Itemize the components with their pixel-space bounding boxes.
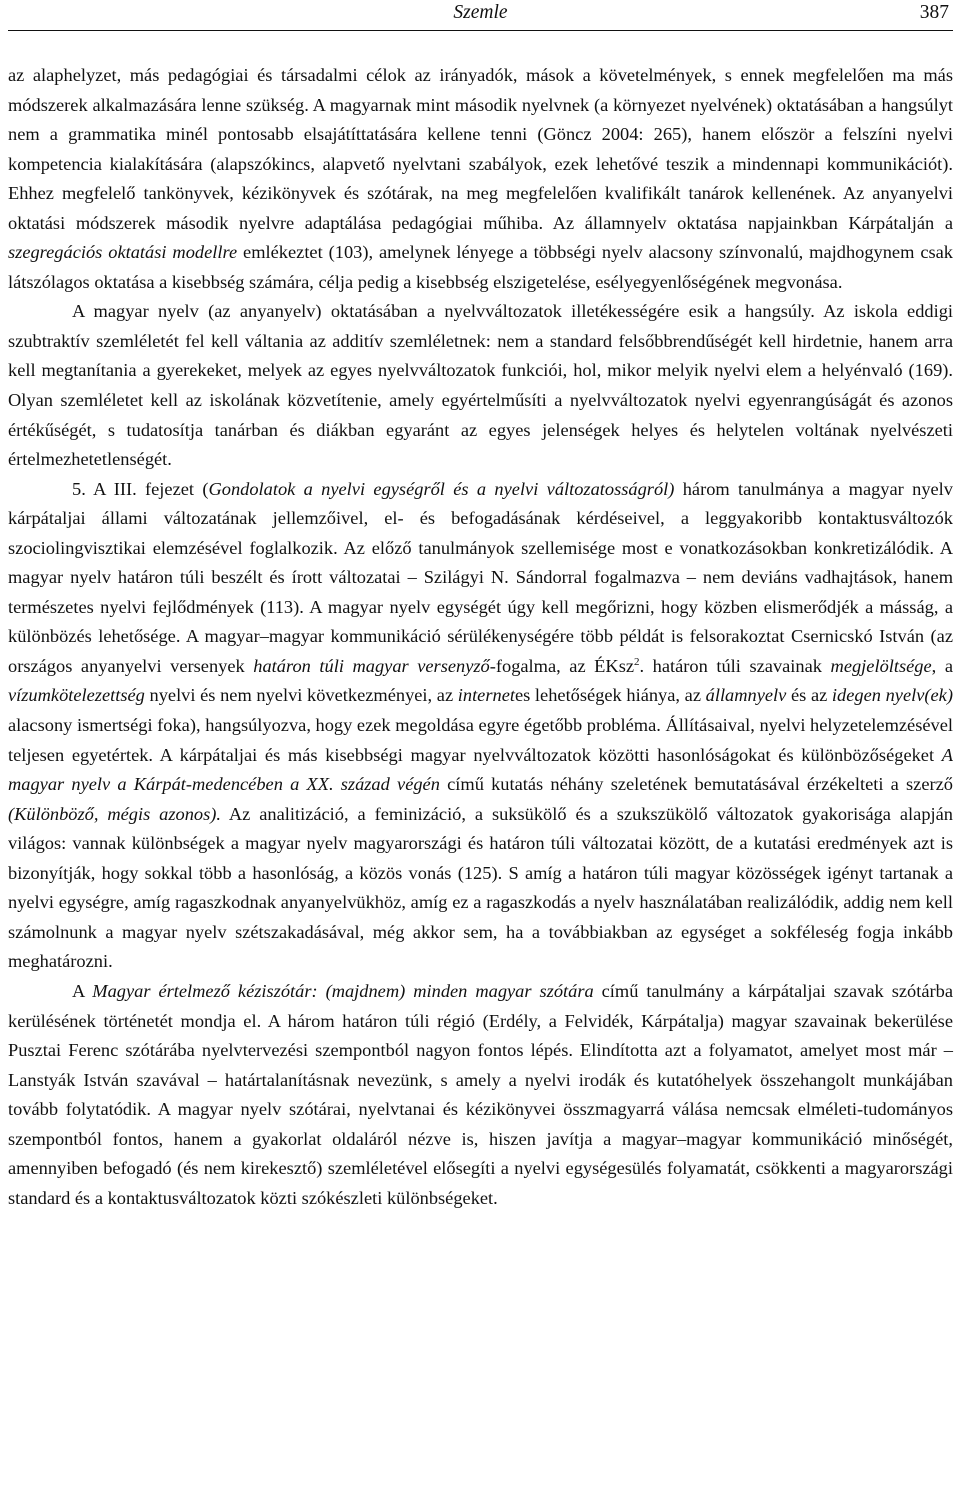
italic-text: Gondolatok a nyelvi egységről és a nyelvi változatosságról) [208, 478, 675, 499]
text-run: alacsony ismertségi foka), hangsúlyozva, hogy ezek megoldása egyre égetőbb probléma. Állításaival, nyelvi helyzetelemzésével teljesen egyetértek. A kárpátaljai és más kisebbségi magyar nyelvváltozatok közötti hasonlóságokat és különbözőségeket [8, 715, 953, 765]
body-text [8, 61, 953, 1213]
italic-text: internet [457, 685, 515, 706]
running-header [8, 0, 953, 31]
text-run: három tanulmánya a magyar nyelv kárpátaljai állami változatának jellemzőivel, el- és befogadásának kérdéseivel, a leggyakoribb kontaktusváltozók szociolingvisztikai elemzésével foglalkozik. Az előző tanulmányok szellemisége most e vonatkozásokban konkretizálódik. A magyar nyelv határon túli beszélt és írott változatai – Szilágyi N. Sándorral fogalmazva – nem deviáns vadhajtások, hanem természetes nyelvi fejlődmények (113). A magyar nyelv egységét úgy kell megőrizni, hogy közben elismerődjék a másság, a különbözés lehetősége. A magyar–magyar kommunikáció sérülékenységére több példát is felsorakoztat Csernicskó István (az országos anyanyelvi versenyek [8, 478, 953, 676]
italic-text: vízumkötelezettség [8, 685, 145, 706]
text-run: -fogalma, az ÉKsz [489, 655, 635, 676]
paragraph [8, 297, 953, 474]
text-run: című tanulmány a kárpátaljai szavak szótárba kerülésének történetét mondja el. A három határon túli régió (Erdély, a Felvidék, Kárpátalja) magyar szavainak bekerülése Pusztai Ferenc szótárába nyelvtervezési szempontból nagyon fontos lépés. Elindította azt a folyamatot, amelyet most már – Lanstyák István szavával – határtalanításnak nevezünk, s amely a nyelvi irodák és kutatóhelyek összehangolt munkájában tovább folytatódik. A magyar nyelv szótárai, nyelvtanai és kézikönyvei összmagyarrá válása nemcsak elméleti-tudományos szempontból fontos, hanem a gyakorlat oldaláról nézve is, hiszen javítja a magyar–magyar kommunikáció minőségét, amennyiben befogadó (és nem kirekesztő) szemléletével elősegíti a nyelvi egységesülés folyamatát, csökkenti a magyarországi standard és a kontaktusváltozatok közti szókészleti különbségeket. [8, 980, 953, 1208]
paragraph [8, 61, 953, 297]
text-run: című kutatás néhány szeletének bemutatásával érzékelteti a szerző [439, 774, 953, 795]
superscript: 2 [634, 655, 640, 668]
italic-text: Magyar értelmező kéziszótár: (majdnem) minden magyar szótára [92, 980, 594, 1001]
text-run: . határon túli szavainak [639, 655, 831, 676]
text-run: nyelvi és nem nyelvi következményei, az [144, 685, 458, 706]
text-run: , a [931, 655, 953, 676]
text-run: 5. A III. fejezet ( [72, 478, 209, 499]
text-run: Az analitizáció, a feminizáció, a suksükölő és a szukszükölő változatok gyakorisága alapján világos: vannak különbségek a magyar nyelv magyarországi és határon túli változatai között, de a kutatási eredmények azt is bizonyítják, hogy sokkal több a hasonlóság, a közös vonás (125). S amíg a határon túli magyar közösségek igényt tartanak a nyelvi egységre, amíg ragaszkodnak anyanyelvükhöz, amíg ez a ragaszkodás a nyelv használatában realizálódik, addig nem kell számolnunk a magyar nyelv szétszakadásával, még akkor sem, ha a továbbiakban az egységet a sokféleség fogja inkább meghatározni. [8, 803, 953, 972]
italic-text: idegen nyelv(ek) [831, 685, 953, 706]
italic-text: államnyelv [705, 685, 787, 706]
italic-text: A magyar nyelv a Kárpát-medencében a XX. század végén [8, 744, 953, 795]
italic-text: határon túli magyar versenyző [253, 655, 490, 676]
text-run: emlékeztet (103), amelynek lényege a többségi nyelv alacsony színvonalú, majdhogynem csak látszólagos oktatása a kisebbség számára, célja pedig a kisebbség elszigetelése, esélyegyenlőségének megvonása. [8, 242, 953, 292]
text-run: és az [786, 685, 832, 706]
text-run: A magyar nyelv (az anyanyelv) oktatásában a nyelvváltozatok illetékességére esik a hangsúly. Az iskola eddigi szubtraktív szemléletét fel kell váltania az additív szemléletnek: nem a standard felsőbbrendűségét kell hirdetnie, hanem arra kell megtanítania a gyerekeket, melyek az egyes nyelvváltozatok funkciói, hol, mikor melyik nyelvi elem a helyénvaló (169). Olyan szemléletet kell az iskolának közvetítenie, amely egyértelműsíti a nyelvváltozatok nyelvi egyenrangúságát és azonos értékűségét, s tudatosítja tanárban és diákban egyaránt az egyes jelenségek helyes és helytelen voltának nyelvészeti értelmezhetetlenségét. [8, 301, 953, 470]
text-run: A [72, 980, 93, 1001]
running-title: Szemle [453, 2, 508, 23]
paragraph [8, 977, 953, 1213]
italic-text: szegregációs oktatási modellre [8, 242, 238, 263]
text-run: az alaphelyzet, más pedagógiai és társadalmi célok az irányadók, mások a követelmények, s ennek megfelelően ma más módszerek alkalmazására lenne szükség. A magyarnak mint második nyelvnek (a környezet nyelvének) oktatásában a hangsúlyt nem a grammatika minél pontosabb elsajátíttatására kellene tenni (Göncz 2004: 265), hanem először a felszíni nyelvi kompetencia kialakítására (alapszókincs, alapvető nyelvtani szabályok, ezek lehetővé teszik a mindennapi kommunikációt). Ehhez megfelelő tankönyvek, kézikönyvek és szótárak, na meg megfelelően kvalifikált tanárok kellenének. Az anyanyelvi oktatási módszerek második nyelvre adaptálása pedagógiai műhiba. Az államnyelv oktatása napjainkban Kárpátalján a [8, 65, 953, 233]
italic-text: (Különböző, mégis azonos). [8, 803, 221, 824]
page-number: 387 [919, 2, 949, 23]
paragraph [8, 475, 953, 977]
italic-text: megjelöltsége [830, 655, 932, 676]
text-run: es lehetőségek hiánya, az [514, 685, 706, 706]
